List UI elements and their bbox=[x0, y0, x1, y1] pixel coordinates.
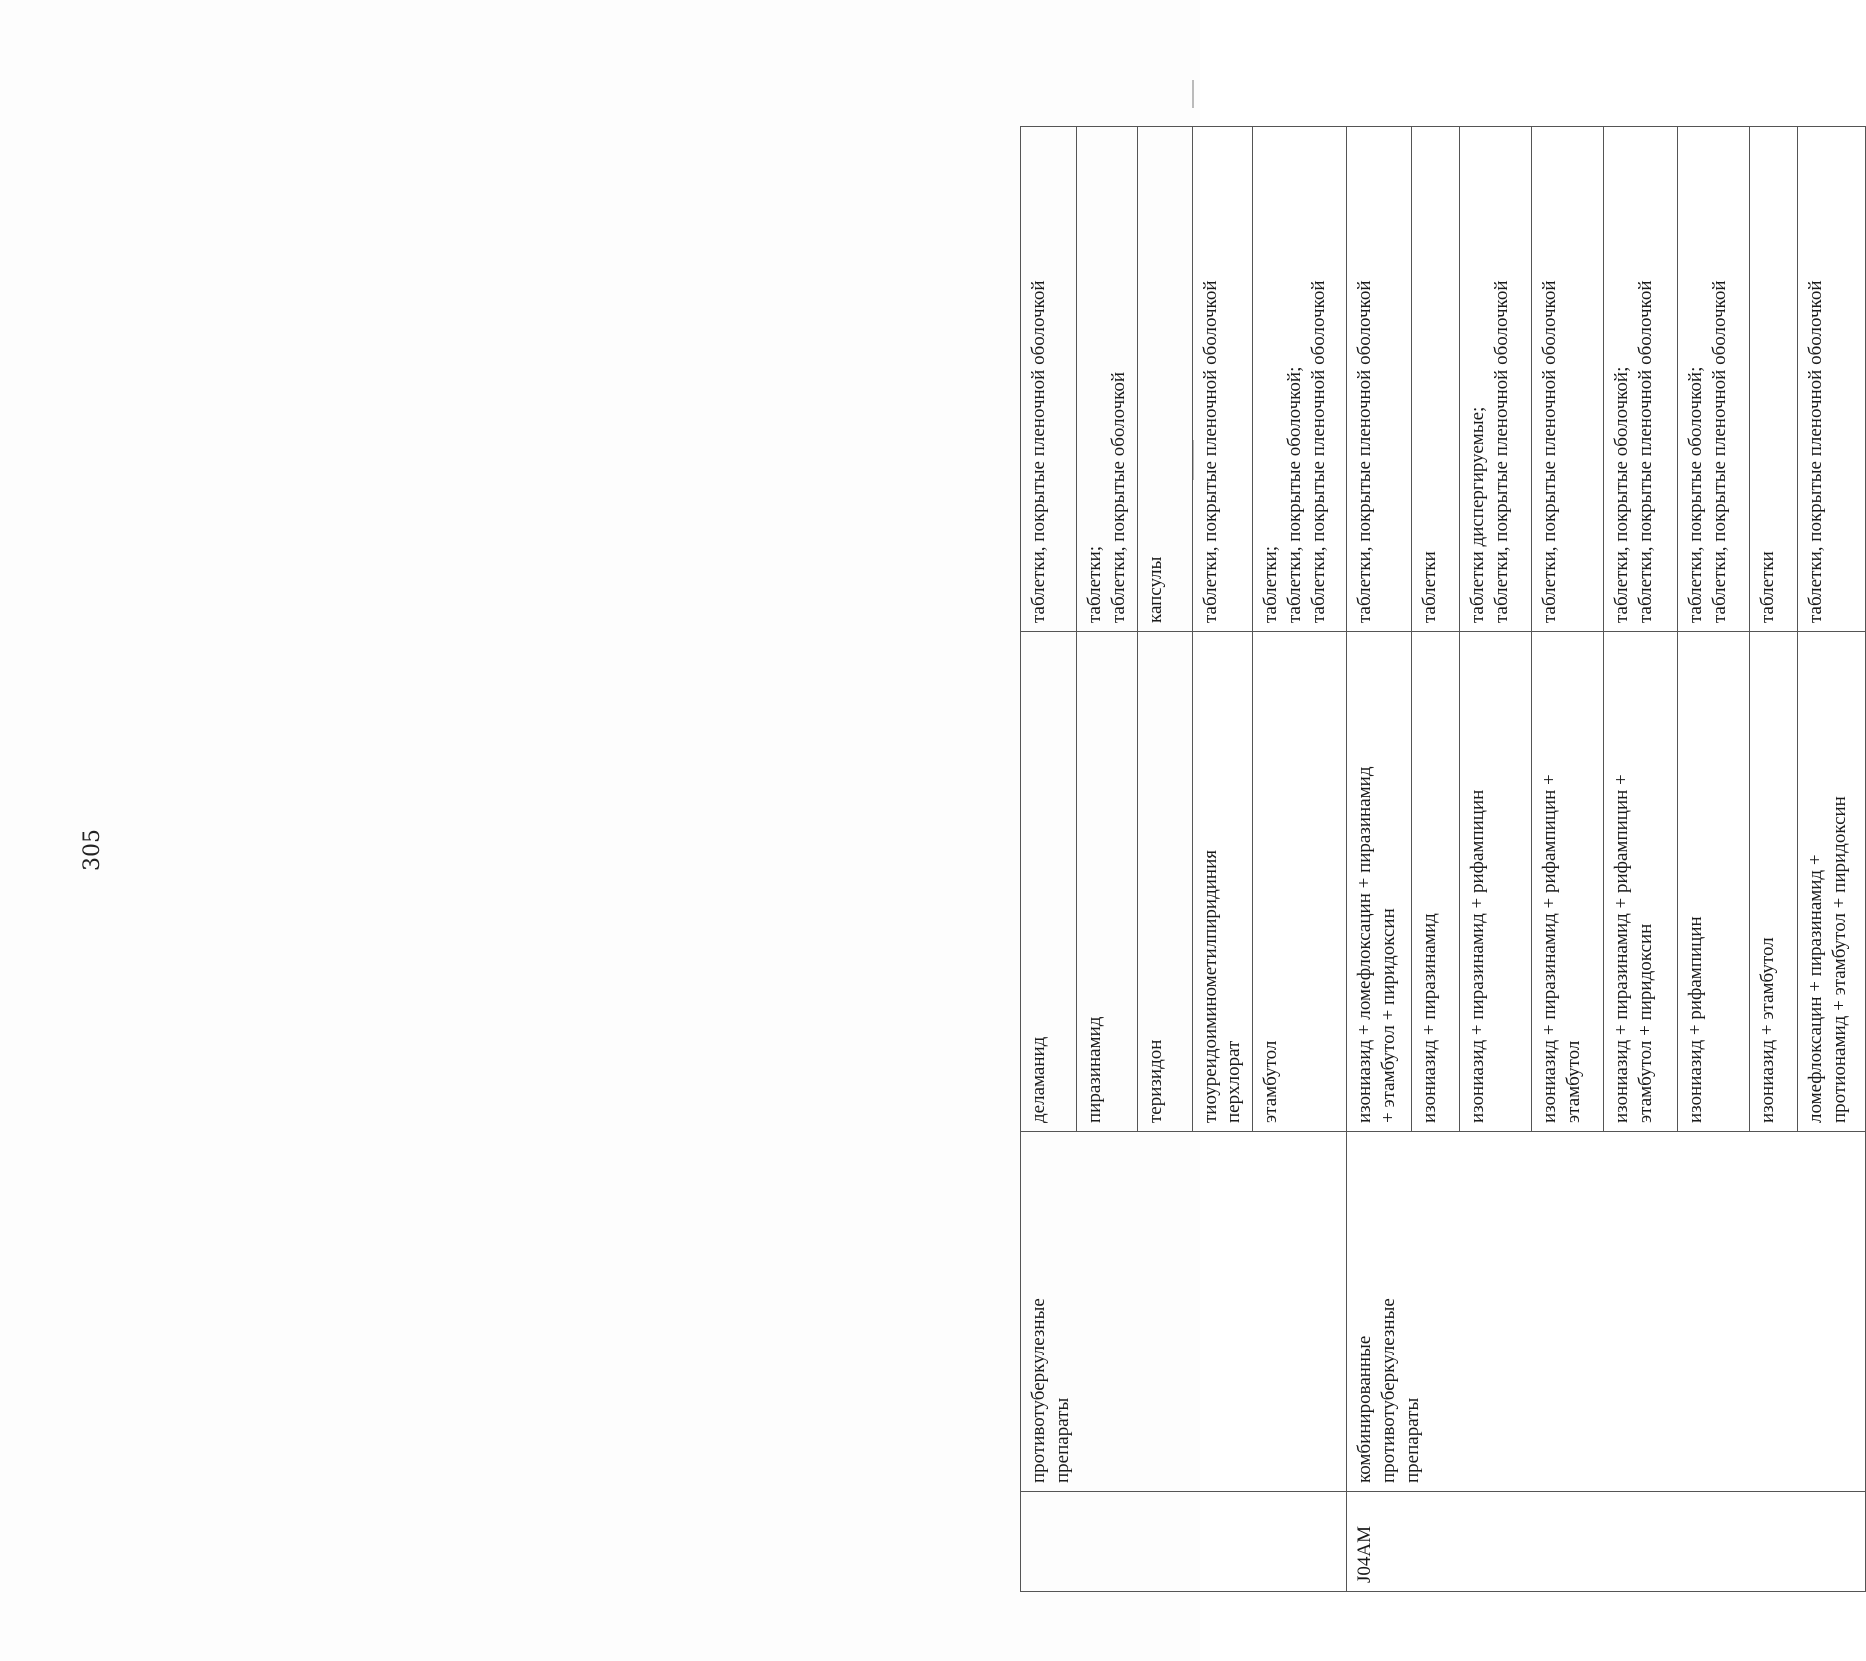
rotated-table-container bbox=[1020, 127, 1860, 1592]
page-number: 305 bbox=[80, 829, 105, 871]
atc-code-cell bbox=[1021, 1492, 1347, 1592]
drug-name-cell: изониазид + пиразинамид bbox=[1412, 632, 1460, 1132]
group-cell: комбинированные противотуберкулезные препараты bbox=[1347, 1132, 1866, 1492]
table-row bbox=[1021, 127, 1077, 1592]
dosage-form-cell: таблетки, покрытые оболочкой; таблетки, покрытые пленочной оболочкой bbox=[1678, 127, 1750, 632]
drug-table bbox=[1020, 126, 1866, 1592]
dosage-form-cell: таблетки; таблетки, покрытые оболочкой; таблетки, покрытые пленочной оболочкой bbox=[1253, 127, 1347, 632]
dosage-form-cell: таблетки, покрытые пленочной оболочкой bbox=[1798, 127, 1866, 632]
drug-name-cell: изониазид + рифампицин bbox=[1678, 632, 1750, 1132]
dosage-form-cell: таблетки bbox=[1750, 127, 1798, 632]
drug-name-cell: пиразинамид bbox=[1077, 632, 1138, 1132]
drug-name-cell: изониазид + ломефлоксацин + пиразинамид + этамбутол + пиридоксин bbox=[1347, 632, 1412, 1132]
dosage-form-cell: таблетки диспергируемые; таблетки, покрытые пленочной оболочкой bbox=[1460, 127, 1532, 632]
drug-name-cell: изониазид + пиразинамид + рифампицин bbox=[1460, 632, 1532, 1132]
drug-name-cell: изониазид + этамбутол bbox=[1750, 632, 1798, 1132]
drug-name-cell: этамбутол bbox=[1253, 632, 1347, 1132]
dosage-form-cell: таблетки, покрытые пленочной оболочкой bbox=[1532, 127, 1604, 632]
table-row bbox=[1347, 127, 1412, 1592]
drug-name-cell: деламанид bbox=[1021, 632, 1077, 1132]
group-cell: противотуберкулезные препараты bbox=[1021, 1132, 1347, 1492]
scan-edge-mark bbox=[1192, 80, 1194, 108]
drug-name-cell: теризидон bbox=[1137, 632, 1192, 1132]
drug-name-cell: изониазид + пиразинамид + рифампицин + этамбутол + пиридоксин bbox=[1604, 632, 1678, 1132]
dosage-form-cell: таблетки; таблетки, покрытые оболочкой bbox=[1077, 127, 1138, 632]
dosage-form-cell: капсулы bbox=[1137, 127, 1192, 632]
drug-name-cell: тиоуреидоиминометилпиридиния перхлорат bbox=[1192, 632, 1253, 1132]
dosage-form-cell: таблетки, покрытые пленочной оболочкой bbox=[1347, 127, 1412, 632]
drug-name-cell: изониазид + пиразинамид + рифампицин + этамбутол bbox=[1532, 632, 1604, 1132]
dosage-form-cell: таблетки bbox=[1412, 127, 1460, 632]
dosage-form-cell: таблетки, покрытые пленочной оболочкой bbox=[1021, 127, 1077, 632]
drug-name-cell: ломефлоксацин + пиразинамид + протионамид + этамбутол + пиридоксин bbox=[1798, 632, 1866, 1132]
dosage-form-cell: таблетки, покрытые оболочкой; таблетки, покрытые пленочной оболочкой bbox=[1604, 127, 1678, 632]
dosage-form-cell: таблетки, покрытые пленочной оболочкой bbox=[1192, 127, 1253, 632]
atc-code-cell: J04AM bbox=[1347, 1492, 1866, 1592]
